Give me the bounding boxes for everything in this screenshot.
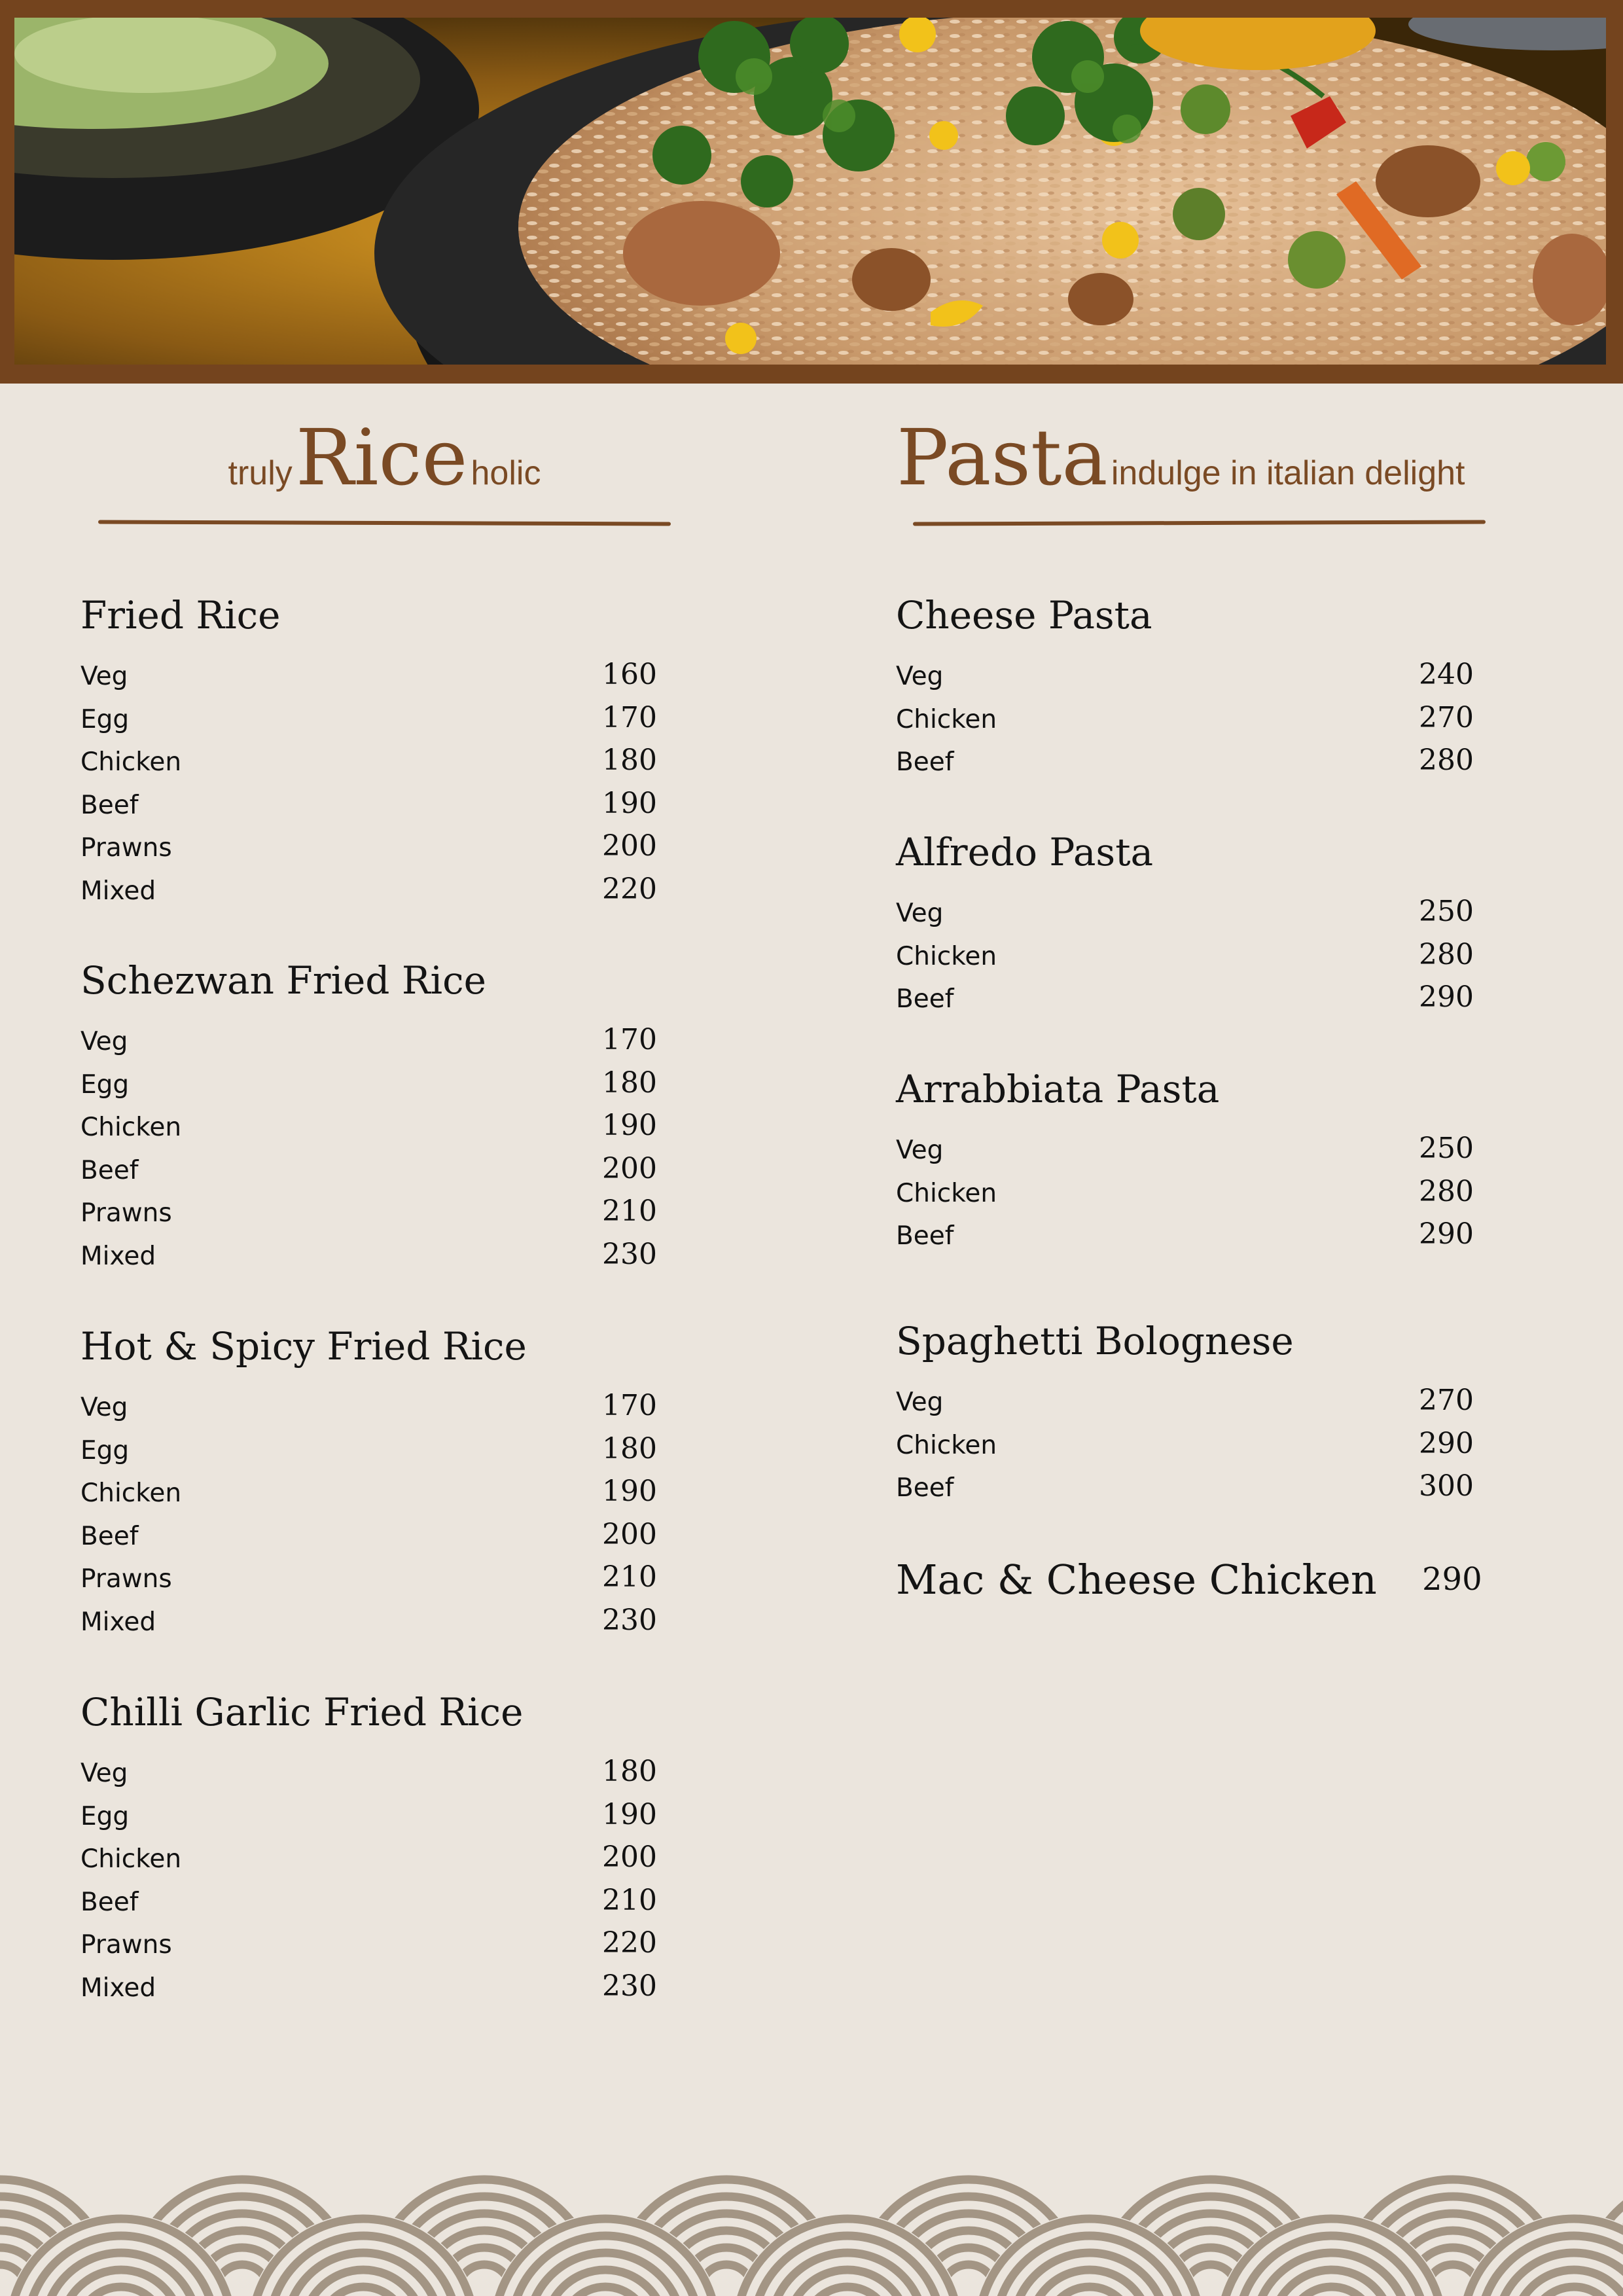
item-price: 170 [602, 700, 657, 734]
item-label: Mixed [80, 876, 156, 906]
item-price: 200 [602, 1151, 657, 1185]
item-price: 200 [602, 829, 657, 863]
item-label: Egg [80, 1435, 130, 1465]
item-label: Mixed [80, 1973, 156, 2003]
item-label: Prawns [80, 1564, 172, 1594]
item-label: Beef [896, 1221, 954, 1251]
item-price: 270 [1419, 1384, 1474, 1417]
item-label: Chicken [80, 747, 182, 777]
item-label: Prawns [80, 833, 172, 863]
item-price: 190 [602, 786, 657, 820]
item-price: 180 [602, 1066, 657, 1100]
item-label: Chicken [896, 1178, 997, 1208]
rice-title: Rice [295, 412, 468, 503]
footer-wave-pattern [0, 2160, 1623, 2296]
item-label: Beef [80, 790, 139, 820]
item-label: Egg [80, 1069, 130, 1100]
scallop-pattern-icon [0, 2160, 1623, 2296]
group-title: Hot & Spicy Fried Rice [80, 1324, 527, 1369]
item-label: Chicken [80, 1844, 182, 1874]
item-label: Beef [80, 1887, 139, 1917]
item-label: Chicken [896, 941, 997, 971]
item-label: Veg [896, 1136, 944, 1165]
item-price: 290 [1419, 1426, 1474, 1460]
rice-suffix: holic [471, 454, 541, 492]
item-label: Chicken [80, 1113, 182, 1142]
group-title: Fried Rice [80, 593, 281, 637]
item-label: Prawns [80, 1198, 172, 1228]
item-label: Chicken [896, 1430, 997, 1460]
item-price: 290 [1422, 1561, 1482, 1598]
item-price: 250 [1419, 895, 1474, 928]
item-label: Prawns [80, 1930, 172, 1960]
fried-rice-illustration [14, 18, 1606, 365]
item-price: 250 [1419, 1132, 1474, 1165]
item-price: 240 [1419, 658, 1474, 691]
group-title: Alfredo Pasta [896, 830, 1154, 874]
item-price: 280 [1419, 1174, 1474, 1208]
item-label: Beef [80, 1521, 139, 1551]
item-label: Beef [896, 747, 954, 777]
group-title: Chilli Garlic Fried Rice [80, 1690, 524, 1734]
item-price: 230 [602, 1969, 657, 2003]
item-price: 210 [602, 1883, 657, 1917]
item-price: 180 [602, 1431, 657, 1465]
item-price: 230 [602, 1237, 657, 1271]
item-price: 190 [602, 1797, 657, 1831]
item-label: Veg [896, 662, 944, 691]
item-price: 190 [602, 1109, 657, 1142]
item-label: Veg [80, 662, 128, 691]
item-price: 280 [1419, 744, 1474, 777]
hero-frame [0, 0, 1623, 384]
item-label: Beef [80, 1155, 139, 1185]
item-price: 230 [602, 1603, 657, 1637]
item-label: Veg [80, 1027, 128, 1056]
item-label: Beef [896, 984, 954, 1014]
item-price: 220 [602, 1926, 657, 1960]
item-price: 210 [602, 1194, 657, 1228]
item-label: Egg [80, 1801, 130, 1831]
item-price: 170 [602, 1023, 657, 1056]
item-price: 300 [1419, 1469, 1474, 1503]
item-price: 210 [602, 1560, 657, 1594]
group-title: Cheese Pasta [896, 593, 1152, 637]
group-title: Arrabbiata Pasta [896, 1067, 1220, 1111]
fried-rice-photo [14, 18, 1606, 365]
rice-section-header [98, 412, 671, 530]
item-price: 280 [1419, 937, 1474, 971]
pasta-suffix: indulge in italian delight [1111, 454, 1465, 492]
item-price: 180 [602, 744, 657, 777]
item-price: 270 [1419, 700, 1474, 734]
item-label: Veg [80, 1393, 128, 1422]
item-label: Egg [80, 704, 130, 734]
item-price: 290 [1419, 980, 1474, 1014]
item-label: Chicken [896, 704, 997, 734]
item-price: 180 [602, 1755, 657, 1788]
item-label: Veg [896, 899, 944, 928]
item-label: Mixed [80, 1607, 156, 1637]
item-price: 160 [602, 658, 657, 691]
group-title: Schezwan Fried Rice [80, 958, 486, 1003]
item-price: 170 [602, 1389, 657, 1422]
group-title: Mac & Cheese Chicken [896, 1556, 1377, 1604]
item-label: Beef [896, 1473, 954, 1503]
item-price: 290 [1419, 1217, 1474, 1251]
item-label: Chicken [80, 1479, 182, 1508]
item-price: 200 [602, 1517, 657, 1551]
pasta-title: Pasta [897, 412, 1108, 503]
item-price: 220 [602, 872, 657, 906]
item-label: Veg [896, 1388, 944, 1417]
item-price: 200 [602, 1840, 657, 1874]
rice-prefix: truly [228, 454, 293, 492]
item-price: 190 [602, 1475, 657, 1508]
pasta-section-header [897, 412, 1495, 530]
item-label: Veg [80, 1759, 128, 1788]
group-title: Spaghetti Bolognese [896, 1319, 1294, 1363]
item-label: Mixed [80, 1241, 156, 1271]
